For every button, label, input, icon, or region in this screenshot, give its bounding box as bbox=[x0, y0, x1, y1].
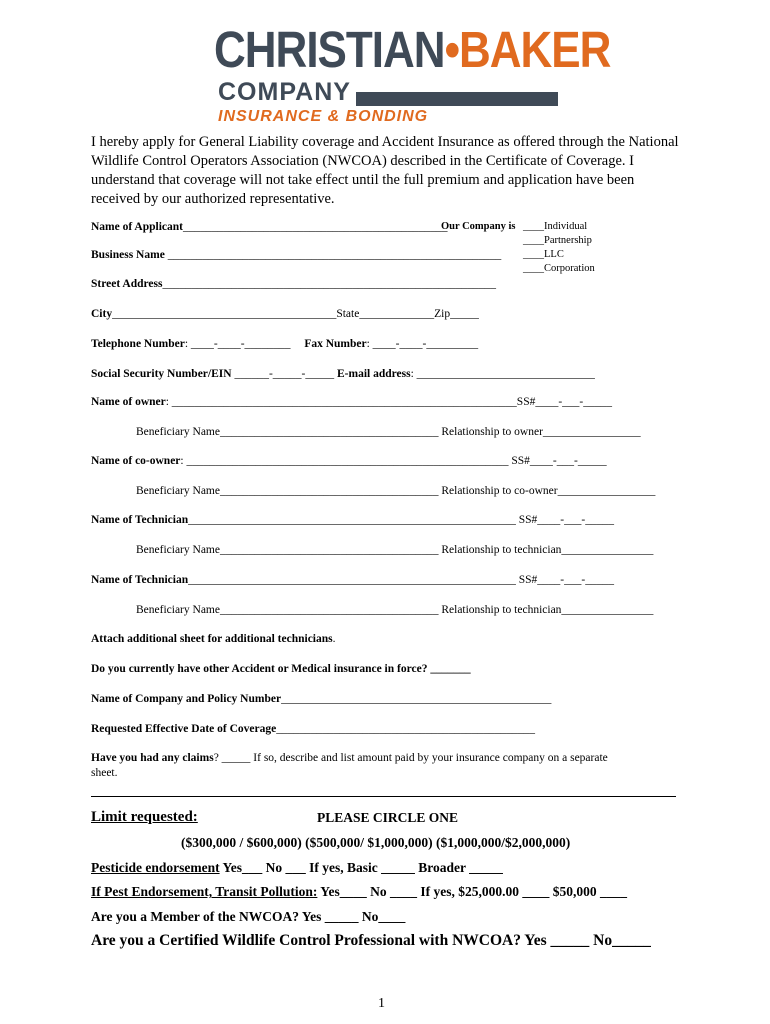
ssn-field[interactable]: ______-_____-_____ bbox=[231, 368, 335, 380]
logo-bar bbox=[356, 92, 558, 106]
company-logo bbox=[214, 22, 611, 126]
transit-label: If Pest Endorsement, Transit Pollution: bbox=[91, 884, 318, 899]
transit-row bbox=[91, 884, 627, 900]
certified-question[interactable]: Are you a Certified Wildlife Control Professional with NWCOA? Yes _____ No_____ bbox=[91, 932, 651, 949]
technician2-beneficiary-row[interactable]: Beneficiary Name______________________________________ Relationship to technician________________ bbox=[136, 604, 654, 616]
telephone-field[interactable]: : ____-____-________ bbox=[184, 338, 291, 350]
logo-christian: CHRISTIAN bbox=[214, 22, 445, 79]
technician1-row bbox=[91, 513, 614, 527]
street-label: Street Address bbox=[91, 278, 163, 290]
page-number: 1 bbox=[378, 996, 385, 1011]
technician2-row bbox=[91, 573, 614, 587]
policy-field[interactable]: _______________________________________________ bbox=[281, 693, 552, 705]
ssn-row bbox=[91, 367, 595, 381]
attach-text: Attach additional sheet for additional technicians bbox=[91, 633, 333, 645]
transit-options[interactable]: Yes____ No ____ If yes, $25,000.00 ____ $50,000 ____ bbox=[317, 884, 628, 899]
phone-row bbox=[91, 337, 478, 351]
claims-field[interactable]: ? _____ If so, describe and list amount paid by your insurance company on a separate bbox=[213, 752, 608, 764]
owner-label: Name of owner bbox=[91, 396, 166, 408]
pesticide-label: Pesticide endorsement bbox=[91, 860, 220, 875]
applicant-label: Name of Applicant bbox=[91, 221, 183, 233]
company-type-partnership[interactable]: ____Partnership bbox=[523, 235, 592, 246]
technician2-field[interactable]: _________________________________________________________ SS#____-___-_____ bbox=[188, 574, 614, 586]
email-label: E-mail address bbox=[336, 368, 411, 380]
state-field[interactable]: _____________ bbox=[359, 308, 435, 320]
section-divider bbox=[91, 796, 676, 797]
business-row bbox=[91, 248, 501, 262]
owner-field[interactable]: : ____________________________________________________________SS#____-___-_____ bbox=[165, 396, 613, 408]
claims-label: Have you had any claims bbox=[91, 752, 214, 764]
city-label: City bbox=[91, 308, 113, 320]
logo-dot: • bbox=[444, 22, 459, 79]
logo-baker: BAKER bbox=[458, 22, 611, 79]
attach-note bbox=[91, 632, 336, 646]
limit-options[interactable]: ($300,000 / $600,000) ($500,000/ $1,000,000) ($1,000,000/$2,000,000) bbox=[181, 835, 571, 850]
company-type-corporation[interactable]: ____Corporation bbox=[523, 263, 595, 274]
effective-date-row bbox=[91, 722, 535, 736]
company-type-block bbox=[441, 220, 595, 274]
intro-paragraph: I hereby apply for General Liability coverage and Accident Insurance as offered through the National Wildlife Control Operators Association (NWCOA) described in the Certificate of Coverage. I understand that coverage will not take effect until the full premium and application have been received by our authorized representative. bbox=[91, 134, 679, 207]
claims-row bbox=[91, 751, 608, 765]
company-type-individual[interactable]: ____Individual bbox=[523, 221, 588, 232]
company-type-label: Our Company is bbox=[441, 221, 516, 232]
policy-row bbox=[91, 692, 551, 706]
coowner-beneficiary-row[interactable]: Beneficiary Name______________________________________ Relationship to co-owner_________________ bbox=[136, 485, 656, 497]
owner-row bbox=[91, 395, 612, 409]
fax-field[interactable]: : ____-____-_________ bbox=[366, 338, 479, 350]
coowner-row bbox=[91, 454, 607, 468]
logo-line1 bbox=[214, 22, 610, 80]
attach-dot: . bbox=[332, 633, 336, 645]
state-label: State bbox=[336, 308, 360, 320]
zip-label: Zip bbox=[434, 308, 451, 320]
circle-one-label: PLEASE CIRCLE ONE bbox=[317, 810, 459, 825]
fax-label: Fax Number bbox=[304, 338, 367, 350]
applicant-row bbox=[91, 220, 448, 234]
member-question[interactable]: Are you a Member of the NWCOA? Yes _____ No____ bbox=[91, 909, 406, 924]
effective-date-field[interactable]: _____________________________________________ bbox=[276, 723, 535, 735]
technician1-label: Name of Technician bbox=[91, 514, 189, 526]
applicant-field[interactable]: ______________________________________________ bbox=[183, 221, 448, 233]
policy-label: Name of Company and Policy Number bbox=[91, 693, 282, 705]
ssn-label: Social Security Number/EIN bbox=[91, 368, 232, 380]
technician2-label: Name of Technician bbox=[91, 574, 189, 586]
street-row bbox=[91, 277, 496, 291]
email-field[interactable]: : _______________________________ bbox=[410, 368, 595, 380]
other-insurance-question[interactable]: Do you currently have other Accident or Medical insurance in force? _______ bbox=[91, 663, 471, 675]
owner-beneficiary-row[interactable]: Beneficiary Name______________________________________ Relationship to owner_________________ bbox=[136, 426, 641, 438]
city-field[interactable]: _______________________________________ bbox=[112, 308, 337, 320]
zip-field[interactable]: _____ bbox=[450, 308, 479, 320]
logo-company: COMPANY bbox=[218, 78, 351, 106]
telephone-label: Telephone Number bbox=[91, 338, 185, 350]
company-type-llc[interactable]: ____LLC bbox=[523, 249, 564, 260]
effective-date-label: Requested Effective Date of Coverage bbox=[91, 723, 277, 735]
technician1-field[interactable]: _________________________________________________________ SS#____-___-_____ bbox=[188, 514, 614, 526]
technician1-beneficiary-row[interactable]: Beneficiary Name______________________________________ Relationship to technician________________ bbox=[136, 544, 654, 556]
claims-row-continued: sheet. bbox=[91, 767, 118, 779]
business-label: Business Name bbox=[91, 249, 165, 261]
pesticide-row bbox=[91, 860, 503, 876]
street-field[interactable]: __________________________________________________________ bbox=[162, 278, 496, 290]
coowner-field[interactable]: : ________________________________________________________ SS#____-___-_____ bbox=[180, 455, 607, 467]
coowner-label: Name of co-owner bbox=[91, 455, 181, 467]
limit-heading bbox=[91, 809, 198, 825]
business-field[interactable]: __________________________________________________________ bbox=[164, 249, 502, 261]
pesticide-options[interactable]: Yes___ No ___ If yes, Basic _____ Broader _____ bbox=[219, 860, 503, 875]
logo-tagline: INSURANCE & BONDING bbox=[218, 108, 429, 125]
limit-requested-label: Limit requested: bbox=[91, 809, 198, 825]
city-row bbox=[91, 307, 479, 321]
